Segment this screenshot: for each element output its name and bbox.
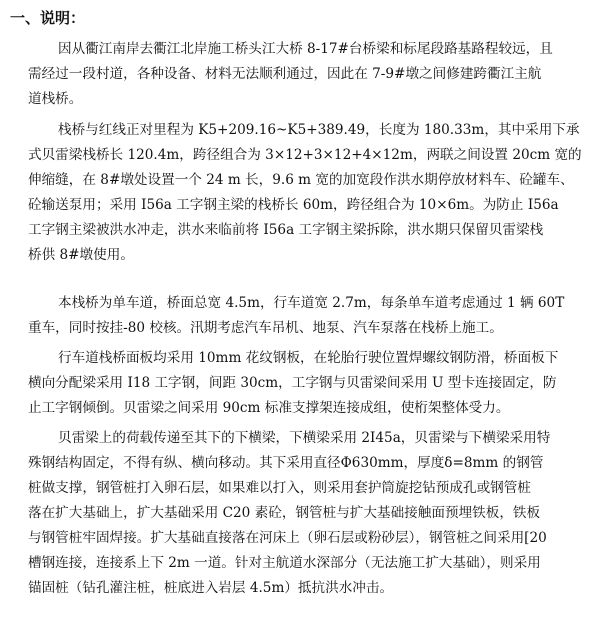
paragraph-line: 落在扩大基础上，扩大基础采用 C20 素砼，钢管桩与扩大基础接触面预埋铁板，铁板 (28, 505, 541, 521)
paragraph-line: 砼输送泵用；采用 I56a 工字钢主梁的栈桥长 60m，跨径组合为 10×6m。为防止 I56a (28, 197, 559, 213)
paragraph-2 (28, 118, 588, 268)
paragraph-line: 本栈桥为单车道，桥面总宽 4.5m，行车道宽 2.7m，每条单车道考虑通过 1 辆 60T (58, 295, 565, 311)
paragraph-line: 桩做支撑，钢管桩打入卵石层，如果难以打入，则采用套护筒旋挖钻预成孔或钢管桩 (28, 480, 531, 496)
paragraph-line: 与钢管桩牢固焊接。扩大基础直接落在河床上（卵石层或粉砂层），钢管桩之间采用[20 (28, 530, 547, 546)
paragraph-line: 殊钢结构固定，不得有纵、横向移动。其下采用直径Φ630mm，厚度δ=8mm 的钢管 (28, 455, 544, 471)
paragraph-line: 锚固桩（钻孔灌注桩，桩底进入岩层 4.5m）抵抗洪水冲击。 (28, 580, 394, 596)
paragraph-line: 需经过一段村道，各种设备、材料无法顺利通过，因此在 7-9#墩之间修建跨衢江主航 (28, 66, 542, 82)
paragraph-5 (28, 426, 588, 601)
paragraph-line: 桥供 8#墩使用。 (28, 247, 134, 263)
paragraph-3 (28, 291, 588, 341)
paragraph-line: 式贝雷梁栈桥长 120.4m，跨径组合为 3×12+3×12+4×12m，两联之间设置 20cm 宽的 (28, 147, 582, 163)
paragraph-line: 止工字钢倾倒。贝雷梁之间采用 90cm 标准支撑架连接成组，使桁架整体受力。 (28, 400, 510, 416)
paragraph-line: 因从衢江南岸去衢江北岸施工桥头江大桥 8-17#台桥梁和标尾段路基路程较远，且 (58, 41, 553, 57)
paragraph-4 (28, 346, 588, 421)
paragraph-line: 槽钢连接，连接系上下 2m 一道。针对主航道水深部分（无法施工扩大基础），则采用 (28, 555, 541, 571)
paragraph-line: 行车道栈桥面板均采用 10mm 花纹钢板，在轮胎行驶位置焊螺纹钢防滑，桥面板下 (58, 350, 559, 366)
paragraph-line: 伸缩缝，在 8#墩处设置一个 24 m 长，9.6 m 宽的加宽段作洪水期停放材料车、砼罐车、 (28, 172, 574, 188)
paragraph-line: 横向分配梁采用 I18 工字钢，间距 30cm，工字钢与贝雷梁间采用 U 型卡连接固定，防 (28, 375, 557, 391)
paragraph-line: 工字钢主梁被洪水冲走，洪水来临前将 I56a 工字钢主梁拆除，洪水期只保留贝雷梁栈 (28, 222, 544, 238)
section-heading: 一、说明： (10, 9, 86, 27)
paragraph-line: 道栈桥。 (28, 91, 83, 107)
paragraph-line: 栈桥与红线正对里程为 K5+209.16~K5+389.49，长度为 180.33m，其中采用下承 (58, 122, 580, 138)
paragraph-line: 贝雷梁上的荷载传递至其下的下横梁，下横梁采用 2I45a，贝雷梁与下横梁采用特 (58, 430, 551, 446)
paragraph-line: 重车，同时按挂-80 校核。汛期考虑汽车吊机、地泵、汽车泵落在栈桥上施工。 (28, 320, 503, 336)
paragraph-1 (28, 37, 588, 112)
